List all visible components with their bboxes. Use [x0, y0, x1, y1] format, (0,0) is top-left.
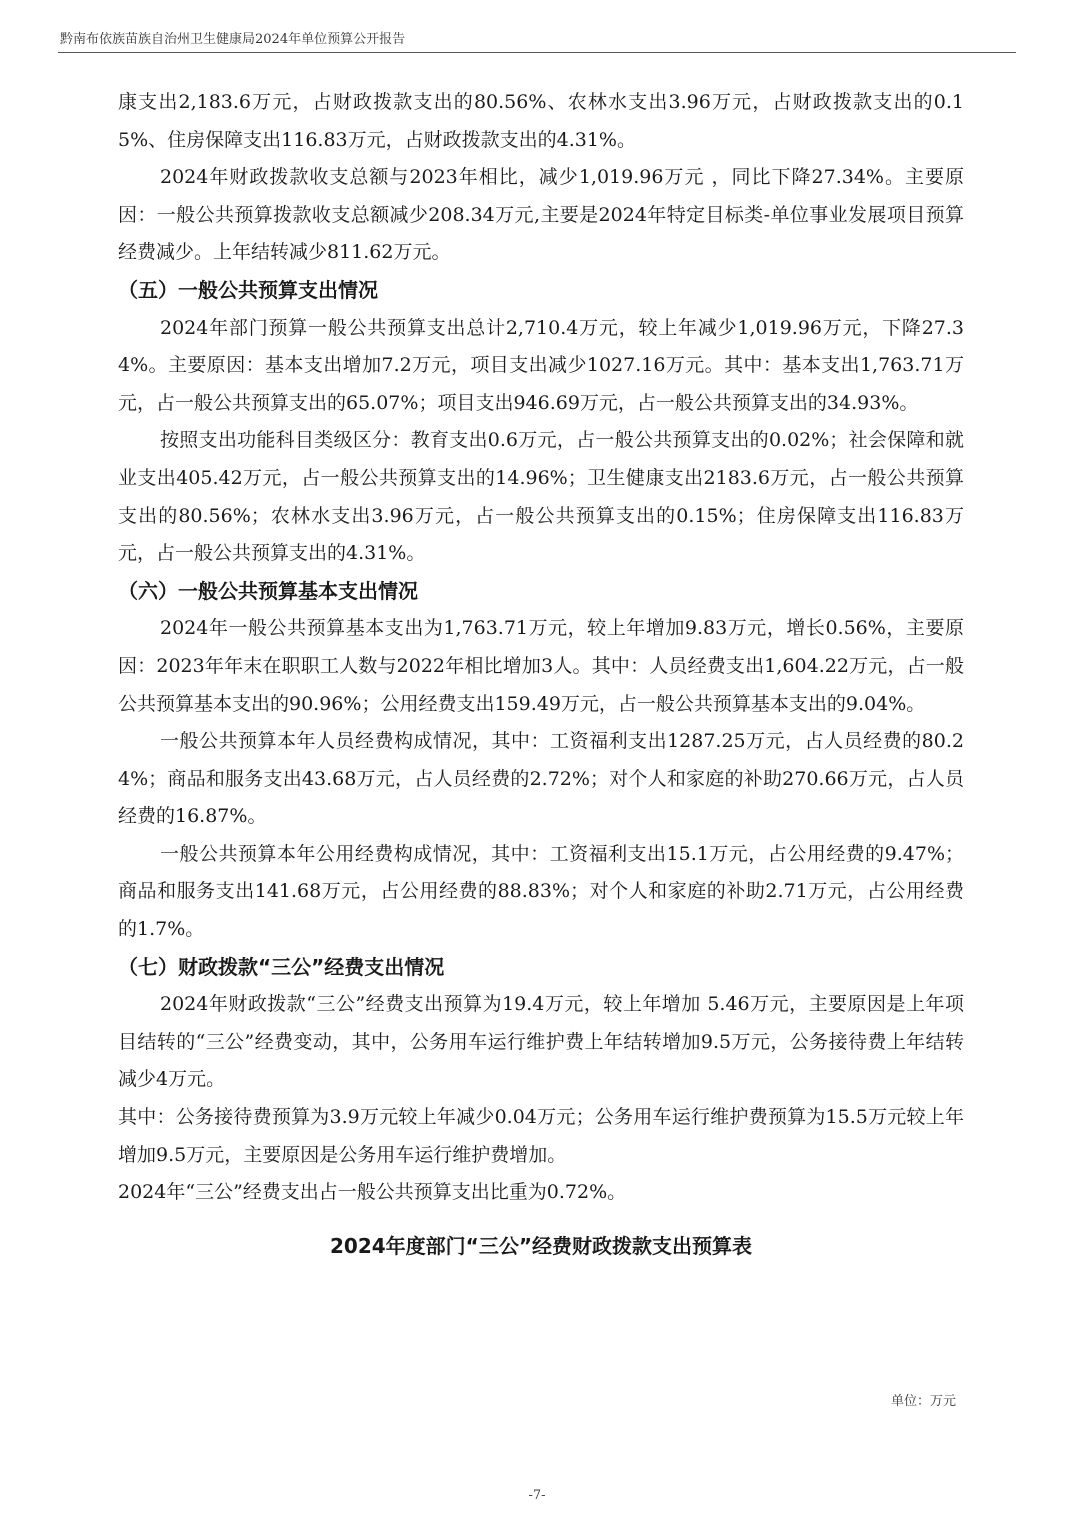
paragraph: 2024年一般公共预算基本支出为1,763.71万元，较上年增加9.83万元，增长0.56%，主要原因：2023年年末在职职工人数与2022年相比增加3人。其中：人员经费支出1,604.22万元，占一般公共预算基本支出的90.96%；公用经费支出159.49万元，占一般公共预算基本支出的9.04%。 [118, 617, 964, 715]
paragraph: 其中：公务接待费预算为3.9万元较上年减少0.04万元；公务用车运行维护费预算为15.5万元较上年增加9.5万元，主要原因是公务用车运行维护费增加。 [118, 1106, 964, 1166]
paragraph: 康支出2,183.6万元，占财政拨款支出的80.56%、农林水支出3.96万元，占财政拨款支出的0.15%、住房保障支出116.83万元，占财政拨款支出的4.31%。 [118, 91, 964, 151]
unit-label: 单位：万元 [890, 1394, 956, 1409]
paragraph: 一般公共预算本年人员经费构成情况，其中：工资福利支出1287.25万元，占人员经费的80.24%；商品和服务支出43.68万元，占人员经费的2.72%；对个人和家庭的补助270.66万元，占人员经费的16.87%。 [118, 730, 964, 828]
paragraph: 按照支出功能科目类级区分：教育支出0.6万元，占一般公共预算支出的0.02%；社会保障和就业支出405.42万元，占一般公共预算支出的14.96%；卫生健康支出2183.6万元，占一般公共预算支出的80.56%；农林水支出3.96万元，占一般公共预算支出的0.15%；住房保障支出116.83万元，占一般公共预算支出的4.31%。 [118, 429, 964, 565]
paragraph: 2024年财政拨款“三公”经费支出预算为19.4万元，较上年增加 5.46万元，主要原因是上年项目结转的“三公”经费变动，其中，公务用车运行维护费上年结转增加9.5万元，公务接待费上年结转减少4万元。 [118, 993, 964, 1091]
header-divider [58, 52, 1016, 53]
document-body [118, 84, 964, 1266]
paragraph: 2024年财政拨款收支总额与2023年相比，减少1,019.96万元 ，同比下降27.34%。主要原因：一般公共预算拨款收支总额减少208.34万元,主要是2024年特定目标类-单位事业发展项目预算经费减少。上年结转减少811.62万元。 [118, 166, 964, 264]
table-title: 2024年度部门“三公”经费财政拨款支出预算表 [330, 1233, 752, 1258]
paragraph: 2024年“三公”经费支出占一般公共预算支出比重为0.72%。 [118, 1181, 627, 1204]
section-heading: （七）财政拨款“三公”经费支出情况 [118, 954, 445, 979]
paragraph: 2024年部门预算一般公共预算支出总计2,710.4万元，较上年减少1,019.96万元，下降27.34%。主要原因：基本支出增加7.2万元，项目支出减少1027.16万元。其中：基本支出1,763.71万元，占一般公共预算支出的65.07%；项目支出946.69万元，占一般公共预算支出的34.93%。 [118, 316, 964, 414]
paragraph: 一般公共预算本年公用经费构成情况，其中：工资福利支出15.1万元，占公用经费的9.47%；商品和服务支出141.68万元，占公用经费的88.83%；对个人和家庭的补助2.71万元，占公用经费的1.7%。 [118, 842, 964, 941]
section-heading: （六）一般公共预算基本支出情况 [118, 578, 418, 603]
page-header: 黔南布依族苗族自治州卫生健康局2024年单位预算公开报告 [60, 32, 406, 47]
section-heading: （五）一般公共预算支出情况 [118, 277, 378, 302]
page-number: -7- [528, 1488, 546, 1503]
